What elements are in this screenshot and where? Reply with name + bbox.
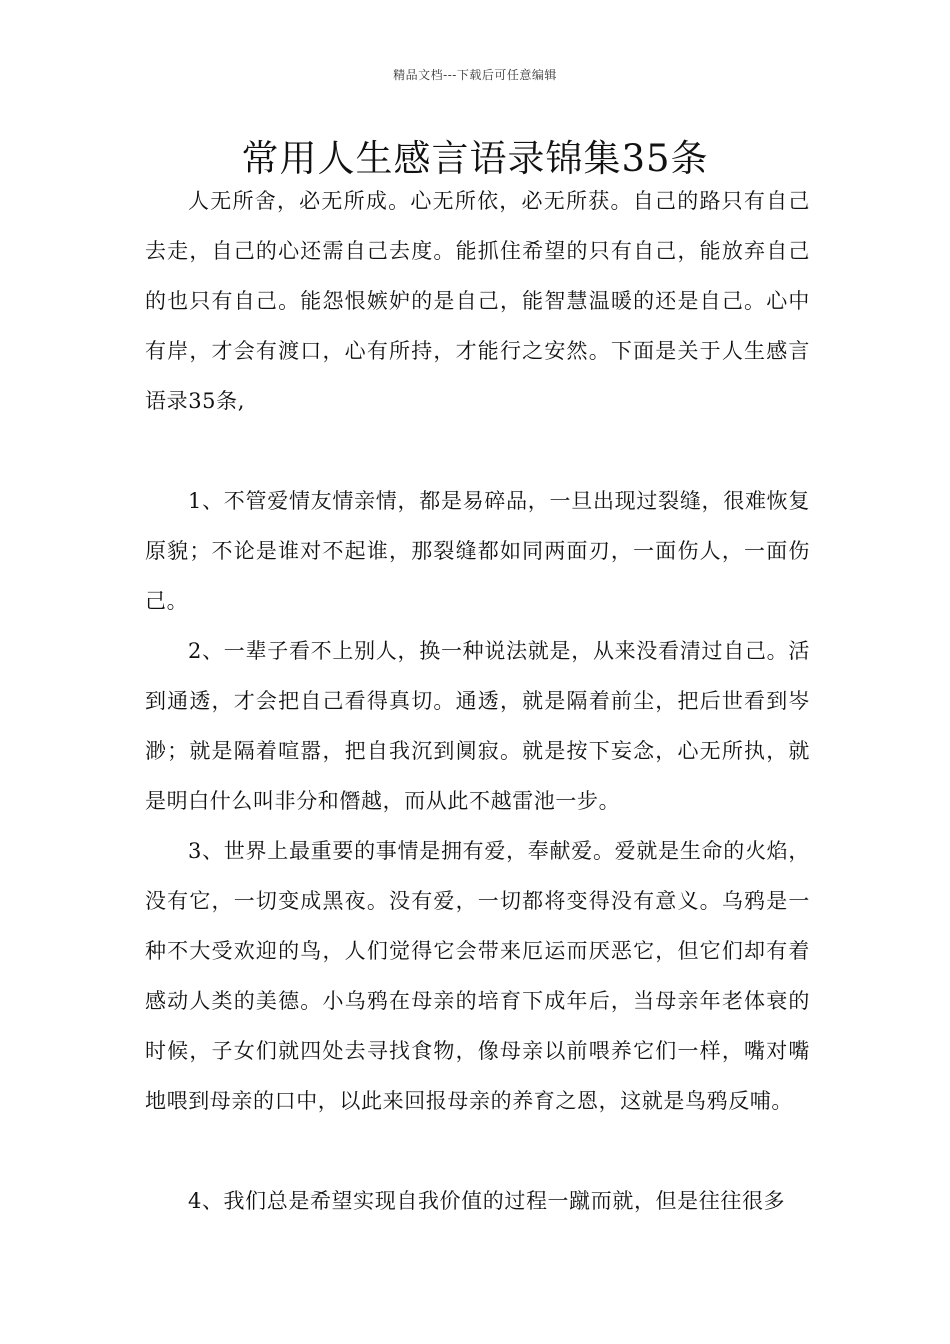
quote-item-1: 1、不管爱情友情亲情，都是易碎品，一旦出现过裂缝，很难恢复原貌；不论是谁对不起谁，那裂缝都如同两面刃，一面伤人，一面伤己。 <box>145 489 810 613</box>
document-title: 常用人生感言语录锦集35条 <box>241 137 709 180</box>
quote-item-3: 3、世界上最重要的事情是拥有爱，奉献爱。爱就是生命的火焰，没有它，一切变成黑夜。没有爱，一切都将变得没有意义。乌鸦是一种不大受欢迎的鸟，人们觉得它会带来厄运而厌恶它，但它们却有着感动人类的美德。小乌鸦在母亲的培育下成年后，当母亲年老体衰的时候，子女们就四处去寻找食物，像母亲以前喂养它们一样，嘴对嘴地喂到母亲的口中，以此来回报母亲的养育之恩，这就是鸟鸦反哺。 <box>145 839 810 1113</box>
quote-item-2: 2、一辈子看不上别人，换一种说法就是，从来没看清过自己。活到通透，才会把自己看得真切。通透，就是隔着前尘，把后世看到岑渺；就是隔着喧嚣，把自我沉到阒寂。就是按下妄念，心无所执，就是明白什么叫非分和僭越，而从此不越雷池一步。 <box>145 639 810 813</box>
quote-item-4: 4、我们总是希望实现自我价值的过程一蹴而就，但是往往很多 <box>188 1189 786 1213</box>
intro-paragraph: 人无所舍，必无所成。心无所依，必无所获。自己的路只有自己去走，自己的心还需自己去度。能抓住希望的只有自己，能放弃自己的也只有自己。能怨恨嫉妒的是自己，能智慧温暖的还是自己。心中有岸，才会有渡口，心有所持，才能行之安然。下面是关于人生感言语录35条, <box>145 189 810 413</box>
header-note: 精品文档---下载后可任意编辑 <box>393 68 557 82</box>
